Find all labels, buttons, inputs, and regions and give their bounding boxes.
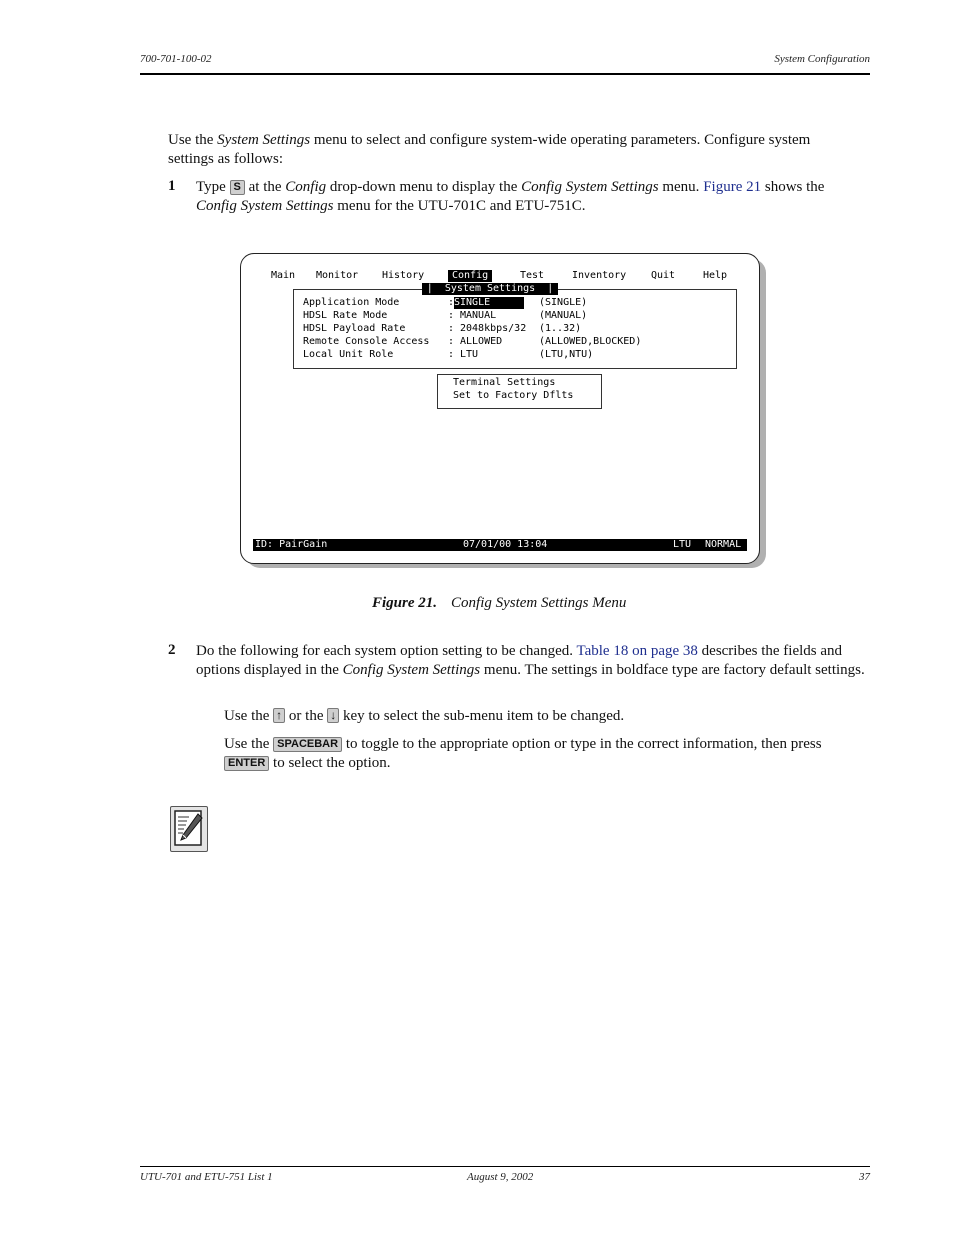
section-title: System Configuration xyxy=(774,53,870,65)
menu-help: Help xyxy=(703,270,728,281)
setting-options: (1..32) xyxy=(539,323,582,334)
menu-main: Main xyxy=(271,270,296,281)
system-settings-panel xyxy=(293,289,737,369)
setting-options: (ALLOWED,BLOCKED) xyxy=(539,336,642,347)
setting-label: HDSL Payload Rate xyxy=(303,323,406,334)
page-footer xyxy=(140,1166,870,1191)
down-arrow-key: ↓ xyxy=(327,708,339,723)
setting-label: HDSL Rate Mode xyxy=(303,310,388,321)
step-2-em-menu: Config System Settings xyxy=(342,662,481,678)
menu-inventory: Inventory xyxy=(572,270,627,281)
step-1-text-b: at the xyxy=(244,179,286,195)
setting-label: Application Mode xyxy=(303,297,400,308)
intro-emphasis: System Settings xyxy=(217,132,311,148)
table-18-link[interactable]: Table 18 on page 38 xyxy=(576,643,698,659)
step-1-text-a: Type xyxy=(196,179,230,195)
setting-value-selected xyxy=(454,297,524,309)
substep-2-text-a: Use the xyxy=(224,736,274,752)
menu-history: History xyxy=(382,270,425,281)
substep-1-text-b: or the xyxy=(285,708,328,724)
page-number: 37 xyxy=(859,1171,870,1183)
substep-1-text-c: key to select the sub-menu item to be changed. xyxy=(339,708,625,724)
page-header xyxy=(140,53,870,75)
setting-options: (MANUAL) xyxy=(539,310,588,321)
setting-value: 2048kbps/32 xyxy=(460,323,527,334)
substep-arrow-keys xyxy=(224,707,864,726)
substep-spacebar xyxy=(224,735,864,773)
intro-text-2: menu to select and configure system-wide operating parameters. Configure system settings as follows: xyxy=(168,132,811,167)
substep-1-text-a: Use the xyxy=(224,708,274,724)
terminal-screen xyxy=(240,253,760,564)
setting-sep: : xyxy=(448,310,455,321)
setting-label: Remote Console Access xyxy=(303,336,430,347)
step-2-number: 2 xyxy=(168,642,176,658)
config-popup-menu xyxy=(437,374,602,409)
step-1-em-config: Config xyxy=(285,179,327,195)
setting-sep: : xyxy=(448,336,455,347)
step-1-em-menu: Config System Settings xyxy=(521,179,659,195)
note-pencil-icon-graphic xyxy=(171,807,207,851)
setting-sep: : xyxy=(448,323,455,334)
setting-options: (LTU,NTU) xyxy=(539,349,594,360)
up-arrow-key: ↑ xyxy=(273,708,285,723)
footer-title: UTU-701 and ETU-751 List 1 xyxy=(140,1171,273,1183)
figure-title: Config System Settings Menu xyxy=(451,595,627,611)
doc-number: 700-701-100-02 xyxy=(140,53,212,65)
figure-number: Figure 21. xyxy=(372,595,438,611)
setting-value: ALLOWED xyxy=(460,336,503,347)
setting-options: (SINGLE) xyxy=(539,297,588,308)
setting-sep: : xyxy=(448,349,455,360)
intro-paragraph xyxy=(168,131,858,169)
intro-text: Use the xyxy=(168,132,218,148)
step-2-text-c: menu. The settings in boldface type are factory default settings. xyxy=(480,662,865,678)
footer-date: August 9, 2002 xyxy=(467,1171,534,1183)
step-1-text-c: drop-down menu to display the xyxy=(326,179,522,195)
popup-item-terminal-settings: Terminal Settings xyxy=(453,377,556,388)
step-1-text xyxy=(196,178,861,216)
status-state: NORMAL xyxy=(705,539,742,550)
setting-value: LTU xyxy=(460,349,479,360)
step-1-em-menu-2: Config System Settings xyxy=(196,198,334,214)
substep-2-text-b: to toggle to the appropriate option or type in the correct information, then press xyxy=(342,736,822,752)
setting-value: MANUAL xyxy=(460,310,497,321)
menu-monitor: Monitor xyxy=(316,270,359,281)
submenu-title: | System Settings | xyxy=(422,283,558,295)
enter-key: ENTER xyxy=(224,756,269,771)
status-unit: LTU xyxy=(673,539,692,550)
step-1-text-f: menu for the UTU-701C and ETU-751C. xyxy=(333,198,586,214)
step-2-text xyxy=(196,642,868,680)
step-2-text-a: Do the following for each system option setting to be changed. xyxy=(196,643,577,659)
step-1-text-d: menu. xyxy=(658,179,704,195)
spacebar-key: SPACEBAR xyxy=(273,737,342,752)
step-2-text-b: describes the fields and options displayed in the xyxy=(196,643,843,678)
status-datetime: 07/01/00 13:04 xyxy=(463,539,548,550)
selected-value: SINGLE xyxy=(454,297,524,309)
popup-item-factory-defaults: Set to Factory Dflts xyxy=(453,390,574,401)
figure-21-link[interactable]: Figure 21 xyxy=(703,179,762,195)
menu-quit: Quit xyxy=(651,270,676,281)
substep-2-text-c: to select the option. xyxy=(269,755,391,771)
menu-config: Config xyxy=(448,270,492,282)
status-bar xyxy=(253,539,747,551)
setting-sep: : xyxy=(448,297,455,308)
status-id: ID: PairGain xyxy=(255,539,328,550)
setting-label: Local Unit Role xyxy=(303,349,394,360)
note-pencil-icon xyxy=(170,806,208,852)
s-key: S xyxy=(230,180,245,195)
menu-test: Test xyxy=(520,270,545,281)
figure-caption xyxy=(372,595,626,612)
step-1-number: 1 xyxy=(168,178,176,194)
step-1-text-e: shows the xyxy=(761,179,825,195)
